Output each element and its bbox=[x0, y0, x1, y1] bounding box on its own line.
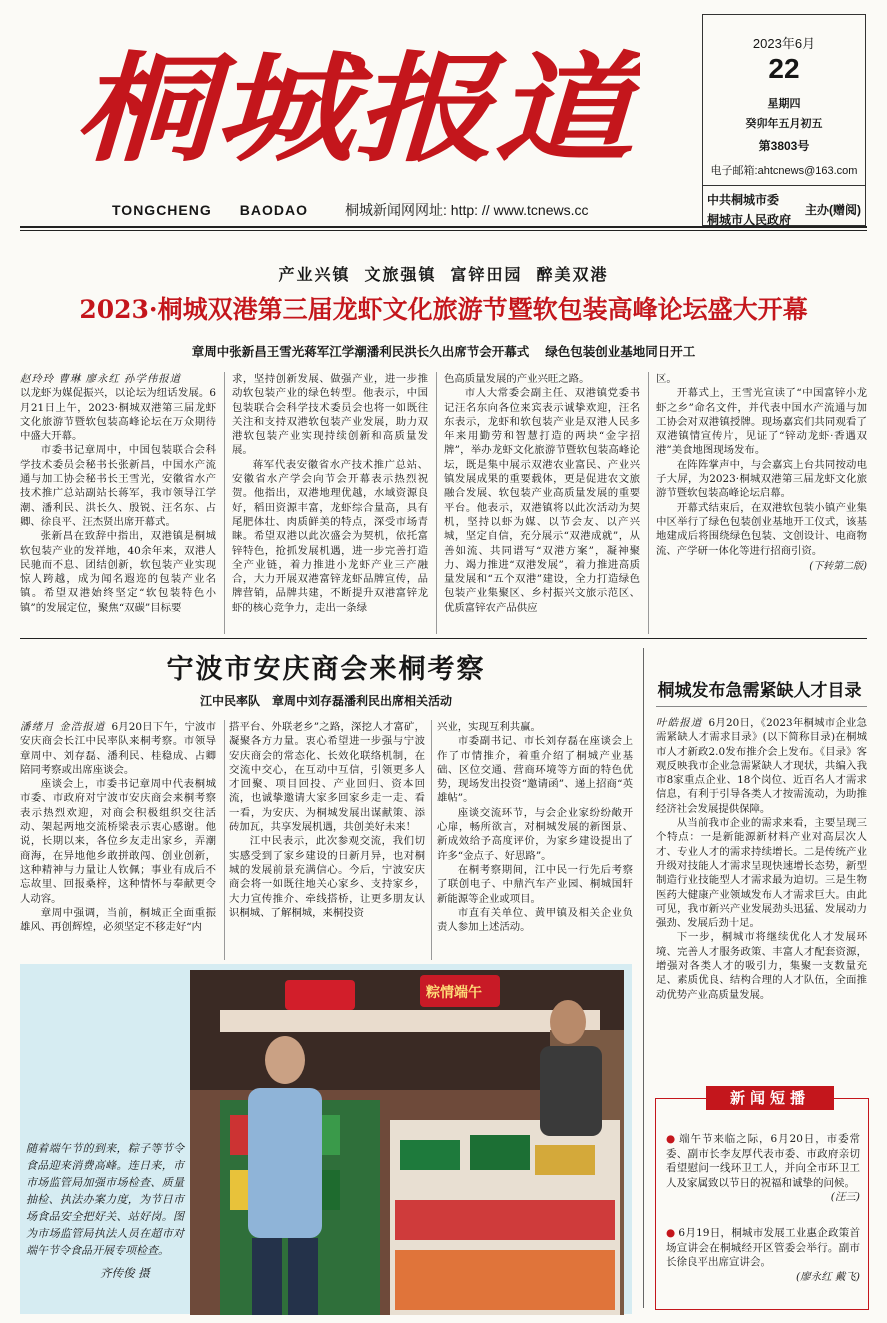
story2-column-2 bbox=[229, 720, 425, 960]
column-divider bbox=[224, 720, 225, 960]
date-box-divider bbox=[703, 185, 865, 186]
paragraph: 兴业，实现互利共赢。 bbox=[437, 721, 541, 733]
paragraph: 在桐考察期间，江中民一行先后考察了联创电子、中鼎汽车产业园、桐城国轩新能源等企业或项目。 bbox=[437, 863, 633, 905]
paragraph: 色高质量发展的产业兴旺之路。 bbox=[444, 373, 590, 385]
paragraph: 张新昌在致辞中指出，双港镇是桐城软包装产业的发祥地，40余年来，双港人民驰而不息、团结创新，软包装产业实现惊人跨越，成为闻名遐迩的包装产业名镇。希望双港始终坚定“软包装特色小镇”的发展定位，聚焦“双碳”目标要 bbox=[20, 530, 216, 614]
date-box bbox=[702, 14, 866, 226]
paragraph: 市委书记章周中，中国包装联合会科学技术委员会秘书长张新昌，中国水产流通与加工协会秘书长王雪光，安徽省水产技术推广总站副站长蒋军，我市领导江学潮、潘利民、洪长久、殷锐、汪名东、占卿、徐良平、汪杰贤出席开幕式。 bbox=[20, 444, 216, 528]
issue-weekday: 星期四 bbox=[767, 98, 801, 110]
column-divider bbox=[224, 372, 225, 634]
masthead-pinyin bbox=[112, 202, 308, 218]
news-briefs-title: 新闻短播 bbox=[706, 1086, 834, 1110]
bullet-icon: ● bbox=[666, 1133, 677, 1145]
lead-subhead bbox=[0, 342, 887, 360]
masthead-title: 桐城报道 bbox=[74, 39, 640, 178]
contact-email[interactable]: 电子邮箱:ahtcnews@163.com bbox=[710, 165, 858, 177]
column-divider bbox=[648, 372, 649, 634]
subhead-line: 章周中刘存磊潘利民出席相关活动 bbox=[272, 694, 453, 708]
lead-column-4 bbox=[656, 372, 867, 634]
subhead-line: 绿色包装创业基地同日开工 bbox=[545, 344, 696, 359]
paragraph: 市直有关单位、黄甲镇及相关企业负责人参加上述活动。 bbox=[437, 906, 633, 934]
paragraph: 市委副书记、市长刘存磊在座谈会上作了市情推介，着重介绍了桐城产业基础、区位交通、营商环境等方面的特色优势，现场发出投资“邀请函”、递上招商“英雄帖”。 bbox=[437, 735, 633, 805]
bullet-icon: ● bbox=[666, 1227, 676, 1239]
byline: 赵玲玲 曹琳 廖永红 孙学伟报道 bbox=[20, 373, 181, 385]
byline: 潘绪月 金浩报道 bbox=[20, 721, 106, 733]
story2-column-3 bbox=[437, 720, 633, 960]
story2-column-1 bbox=[20, 720, 216, 960]
lead-column-1 bbox=[20, 372, 216, 634]
news-brief-item[interactable] bbox=[666, 1132, 860, 1205]
news-brief-item[interactable] bbox=[666, 1226, 860, 1284]
paragraph: 6月20日，《2023年桐城市企业急需紧缺人才需求目录》(以下简称目录)在桐城市人才新政2.0发布推介会上发布。《目录》客观反映我市企业急需紧缺人才现状，共编入我市8家重点企业、18个岗位、近百名人才需求信息，有利于引导各类人才按需流动，为助推经济社会发展提供保障。 bbox=[656, 717, 867, 815]
brief-source: (廖永红 戴飞) bbox=[795, 1270, 860, 1283]
column-divider bbox=[431, 720, 432, 960]
pinyin-part: BAODAO bbox=[239, 202, 308, 218]
news-photo bbox=[190, 970, 624, 1315]
subhead-line: 江中民率队 bbox=[199, 694, 260, 708]
paragraph: 区。 bbox=[656, 373, 677, 385]
brief-text: 端午节来临之际，6月20日，市委常委、副市长李友厚代表市委、市政府亲切看望慰问一线环卫工人，并向全市环卫工人及家属致以节日的祝福和诚挚的问候。 bbox=[666, 1133, 860, 1189]
story2-headline[interactable]: 宁波市安庆商会来桐考察 bbox=[166, 654, 486, 685]
paragraph: 以龙虾为媒促振兴，以论坛为纽话发展。6月21日上午，2023·桐城双港第三届龙虾文化旅游节暨软包装高峰论坛在万众期待中盛大开幕。 bbox=[20, 387, 216, 443]
publisher-org-1: 中共桐城市委 bbox=[707, 193, 780, 207]
paragraph: 蒋军代表安徽省水产技术推广总站、安徽省水产学会向节会开幕表示热烈祝贺。他指出，双港地理优越，水域资源良好，稻田资源丰富，龙虾综合量高，具有尾肥体壮、肉质鲜美的特点，深受市场青睐。希望双港以此次盛会为契机，依托富锌特色，抢抓发展机遇，进一步完善打造全产业链，着力推进小龙虾产业三产融合，大力开展双港富锌龙虾品牌宣传，品牌营销，品牌共建，不断提升双港富锌龙虾的核心竞争力，走出一条绿 bbox=[232, 458, 428, 614]
brief-source: (汪三) bbox=[830, 1191, 860, 1203]
brief-text: 6月19日，桐城市发展工业惠企政策首场宣讲会在桐城经开区管委会举行。副市长徐良平出席宣讲会。 bbox=[666, 1227, 860, 1268]
photo-caption: 随着端午节的到来，粽子等节令食品迎来消费高峰。连日来，市市场监管局加强市场检查、质量抽检、执法办案力度，为节日市场食品安全把好关、站好岗。图为市场监管局执法人员在超市对端午节令食品开展专项检查。 bbox=[26, 1142, 184, 1257]
paragraph: 江中民表示，此次参观交流，我们切实感受到了家乡建设的日新月异，也对桐城的发展前景充满信心。今后，宁波安庆商会将一如既往地关心家乡、支持家乡，大力宣传推介、牵线搭桥，让更多朋友认识桐城、了解桐城，来桐投资 bbox=[229, 835, 425, 919]
story3-column bbox=[656, 716, 867, 1056]
kicker-item: 醉美双港 bbox=[536, 265, 609, 284]
lead-headline[interactable]: 2023·桐城双港第三届龙虾文化旅游节暨软包装高峰论坛盛大开幕 bbox=[79, 295, 808, 324]
paragraph: 开幕式上，王雪光宣读了“中国富锌小龙虾之乡”命名文件，并代表中国水产流通与加工协会对双港镇授牌。现场嘉宾们共同观看了双港镇情宣传片，见证了“锌动龙虾·香遇双港”美食地图现场发布。 bbox=[656, 387, 867, 457]
kicker-item: 产业兴镇 bbox=[278, 265, 351, 284]
publisher-host: 主办(赠阅) bbox=[805, 203, 861, 217]
paragraph: 市人大常委会副主任、双港镇党委书记汪名东向各位来宾表示诚挚欢迎，汪名东表示，龙虾和软包装产业是双港人民多年来用勤劳和智慧打造的两块“金字招牌”，举办龙虾文化旅游节暨软包装高峰论坛，既是集中展示双港农业富民、产业兴镇发展成果的重要载体，更是促进农文旅融合发展、软包装产业高质量发展的重要平台。他表示，双港镇将以此次活动为契机，坚持以虾为媒、以节会友、以产兴城，坚定自信，充分展示“双港成就”，从善如流、共同谱写“双港方案”，凝神聚力、竭力推进“双港发展”，着力推进高质量发展和“五个双港”建设，全力打造绿色包装产业集聚区、乡村振兴文旅示范区、优质富锌农产品供应 bbox=[444, 387, 640, 614]
story3-headline[interactable]: 桐城发布急需紧缺人才目录 bbox=[657, 681, 862, 701]
paragraph: 求，坚持创新发展、做强产业，进一步推动软包装产业的绿色转型。他表示，中国包装联合会科学技术委员会也将一如既往关注和支持双港软包装产业发展，助力双港软包装产业实现持续创新和高质量发展。 bbox=[232, 373, 428, 457]
masthead-rule-thin bbox=[20, 230, 867, 231]
shelf-sign: 粽情端午 bbox=[426, 985, 482, 1001]
section-rule bbox=[20, 638, 867, 639]
story3-rule bbox=[656, 706, 867, 707]
column-divider bbox=[436, 372, 437, 634]
paragraph: 搭平台、外联老乡”之路，深挖人才富矿，凝聚各方力量。衷心希望进一步强与宁波安庆商会的常态化、长效化联络机制，在交流中交心，在互动中互信，引领更多人才回聚、项目回投、产业回归、资本回流，也诚挚邀请大家多回家乡走一走、看一看，为安庆、为桐城发展出谋献策、添砖加瓦，共享发展机遇，共创美好未来！ bbox=[229, 721, 425, 834]
lead-kicker bbox=[0, 262, 887, 285]
publisher-org-2: 桐城市人民政府 bbox=[707, 213, 792, 227]
paragraph: 在阵阵掌声中，与会嘉宾上台共同按动电子大屏，为2023·桐城双港第三届龙虾文化旅游节暨软包装高峰论坛启幕。 bbox=[656, 458, 867, 500]
kicker-item: 富锌田园 bbox=[450, 265, 523, 284]
subhead-line: 章周中张新昌王雪光蒋军江学潮潘利民洪长久出席节会开幕式 bbox=[191, 344, 530, 359]
masthead-logo bbox=[70, 34, 640, 184]
paragraph: 开幕式结束后，在双港软包装小镇产业集中区举行了绿色包装创业基地开工仪式，该基地建成后将围绕绿色包装、文创设计、电商物流、产学研一体化等进行招商引资。 bbox=[656, 501, 867, 557]
pinyin-part: TONGCHENG bbox=[112, 202, 212, 218]
issue-lunar-date: 癸卯年五月初五 bbox=[745, 118, 823, 130]
photo-credit: 齐传俊 摄 bbox=[100, 1266, 150, 1280]
story2-subhead bbox=[20, 692, 632, 709]
right-rail-divider bbox=[643, 648, 644, 1308]
paragraph: 从当前我市企业的需求来看，主要呈现三个特点：一是新能源新材料产业对高层次人才、专业人才的需求持续增长。二是传统产业升级对技能人才需求呈现快速增长态势，新型制造行业技能型人才需求最为迫切。三是生物医药大健康产业领域发布人才需求巨大。由此可见，我市新兴产业发展劲头迅猛、发展动力强劲、发展后劲十足。 bbox=[656, 817, 867, 930]
website-url[interactable]: 桐城新闻网网址: http: // www.tcnews.cc bbox=[345, 202, 589, 218]
lead-column-3 bbox=[444, 372, 640, 634]
paragraph: 座谈会上，市委书记章周中代表桐城市委、市政府对宁波市安庆商会来桐考察表示热烈欢迎，对商会积极组织交往活动、架起两地交流桥梁表示衷心感谢。他说，长期以来，各位乡友走出家乡，弄潮商海，在异地他乡敢拼敢闯、创业创新，这种精神与力量让人钦佩；事业有成后不忘故里、回报桑梓，这种情怀与奉献更令人动容。 bbox=[20, 778, 216, 905]
continued-note[interactable]: (下转第二版) bbox=[809, 560, 867, 572]
issue-number: 第3803号 bbox=[758, 139, 810, 153]
masthead-rule bbox=[20, 226, 867, 228]
lead-column-2 bbox=[232, 372, 428, 634]
issue-day: 22 bbox=[768, 53, 800, 84]
byline: 叶皓报道 bbox=[656, 717, 703, 729]
issue-year-month: 2023年6月 bbox=[752, 36, 816, 51]
paragraph: 6月20日下午，宁波市安庆商会长江中民率队来桐考察。市领导章周中、刘存磊、潘利民、桂稳成、占卿陪同考察或出席座谈会。 bbox=[20, 721, 216, 776]
paragraph: 下一步，桐城市将继续优化人才发展环境、完善人才服务政策、丰富人才配套资源，增强对各类人才的吸引力，集聚一支数量充足、素质优良、结构合理的人才队伍，全面推动优势产业高质量发展。 bbox=[656, 931, 867, 1001]
kicker-item: 文旅强镇 bbox=[364, 265, 437, 284]
paragraph: 座谈交流环节，与会企业家纷纷敞开心扉，畅所欲言，对桐城发展的新图景、新成效给予高度评价，为家乡建设提出了许多“金点子、好思路”。 bbox=[437, 806, 633, 862]
paragraph: 章周中强调，当前，桐城正全面重振雄风、再创辉煌，必须坚定不移走好“内 bbox=[20, 906, 216, 934]
